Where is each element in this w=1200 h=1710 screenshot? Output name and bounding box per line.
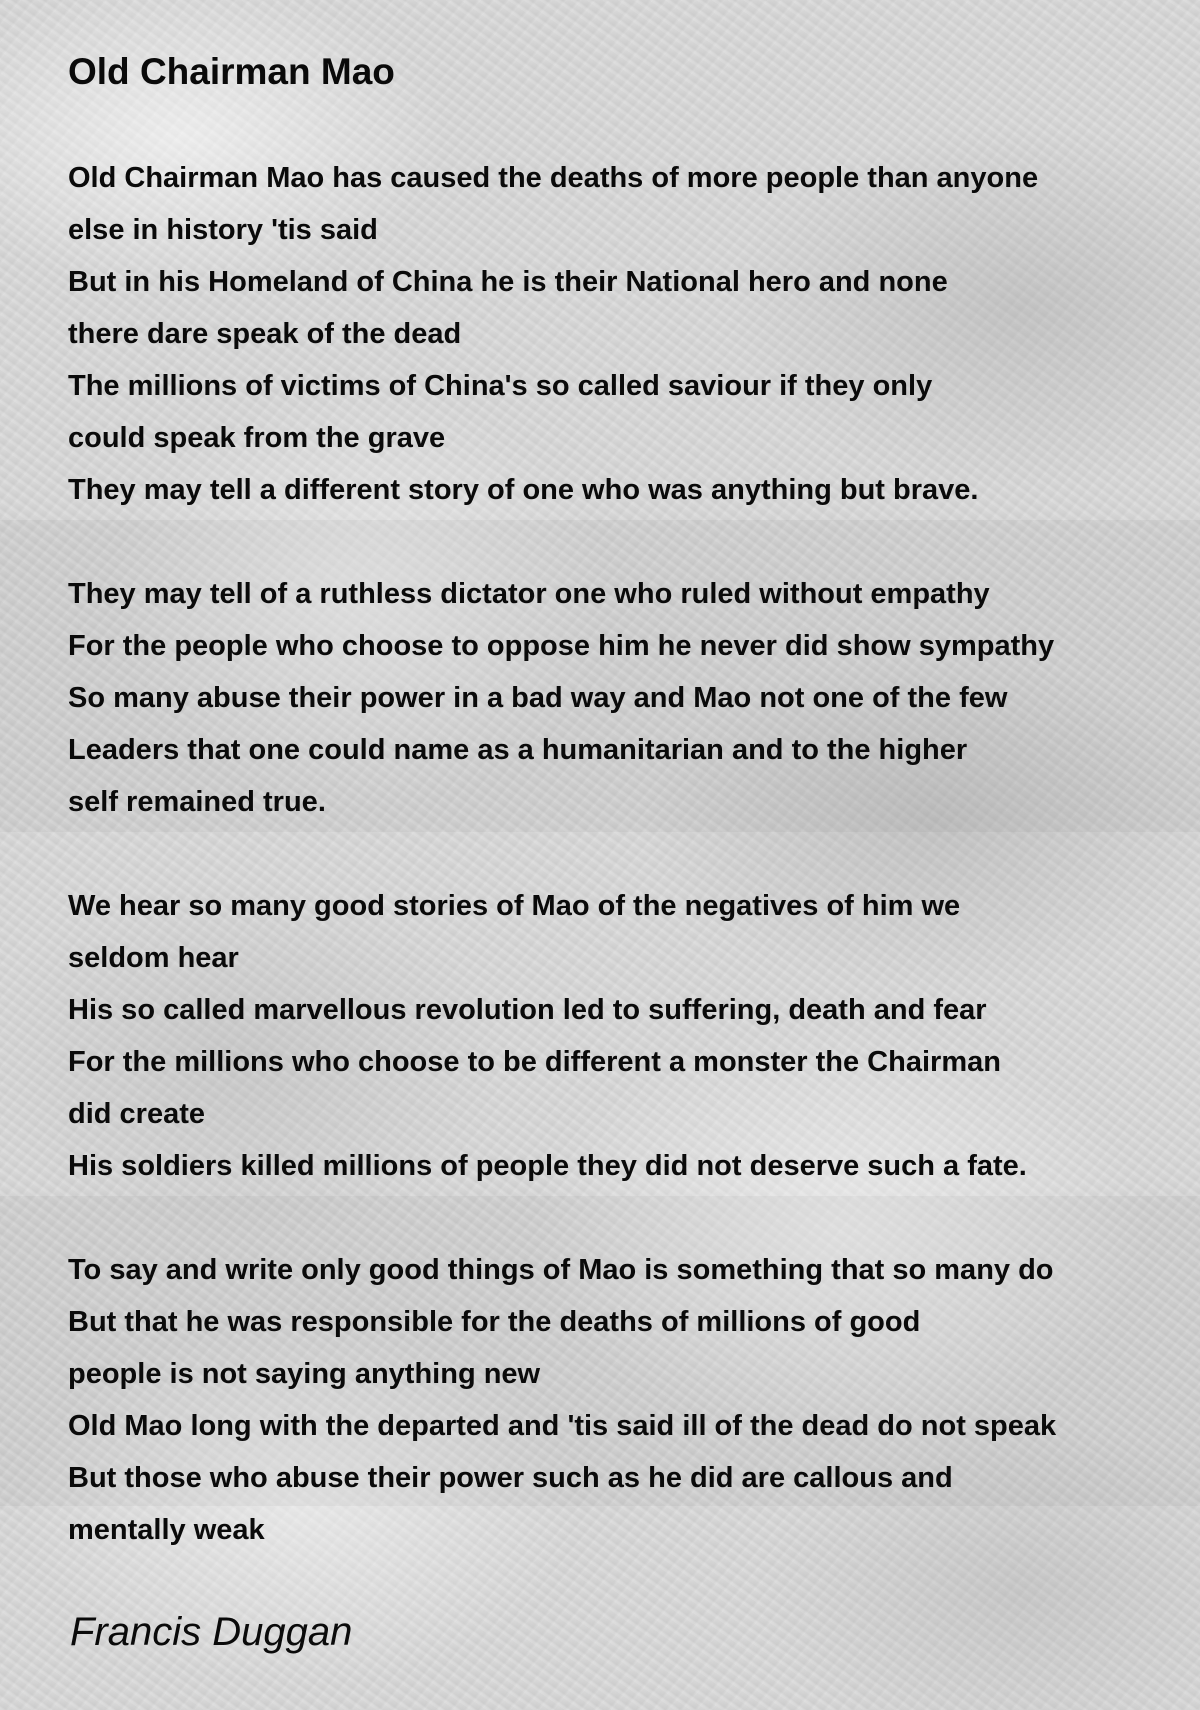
poem-line: But in his Homeland of China he is their National hero and none (68, 266, 948, 299)
poem-line: They may tell of a ruthless dictator one who ruled without empathy (68, 578, 990, 611)
poem-body (68, 152, 1188, 1556)
stanza (68, 568, 1188, 828)
stanza (68, 1244, 1188, 1556)
poem-line: mentally weak (68, 1514, 265, 1547)
poem-line: else in history 'tis said (68, 214, 378, 247)
poem-line: Leaders that one could name as a humanitarian and to the higher (68, 734, 968, 767)
poem-line: could speak from the grave (68, 422, 446, 455)
poem-line: So many abuse their power in a bad way and Mao not one of the few (68, 682, 1008, 715)
stanza (68, 880, 1188, 1192)
poem-line: For the people who choose to oppose him he never did show sympathy (68, 630, 1055, 663)
poem-line: self remained true. (68, 786, 326, 819)
poem-line: But those who abuse their power such as he did are callous and (68, 1462, 953, 1495)
poem-line: Old Chairman Mao has caused the deaths of more people than anyone (68, 162, 1039, 195)
poem-line: there dare speak of the dead (68, 318, 462, 351)
poem-line: To say and write only good things of Mao is something that so many do (68, 1254, 1054, 1287)
poem-line: His soldiers killed millions of people they did not deserve such a fate. (68, 1150, 1027, 1183)
poem-line: We hear so many good stories of Mao of the negatives of him we (68, 890, 961, 923)
poem-line: did create (68, 1098, 205, 1131)
poem-line: His so called marvellous revolution led to suffering, death and fear (68, 994, 987, 1027)
poem-line: For the millions who choose to be different a monster the Chairman (68, 1046, 1001, 1079)
poem-line: They may tell a different story of one who was anything but brave. (68, 474, 979, 507)
poem-author: Francis Duggan (70, 1610, 353, 1654)
poem-line: But that he was responsible for the deaths of millions of good (68, 1306, 921, 1339)
poem-line: seldom hear (68, 942, 239, 975)
poem-card (68, 50, 1188, 1608)
poem-line: people is not saying anything new (68, 1358, 541, 1391)
stanza (68, 152, 1188, 516)
poem-line: Old Mao long with the departed and 'tis said ill of the dead do not speak (68, 1410, 1057, 1443)
poem-title: Old Chairman Mao (68, 51, 395, 92)
poem-line: The millions of victims of China's so called saviour if they only (68, 370, 933, 403)
